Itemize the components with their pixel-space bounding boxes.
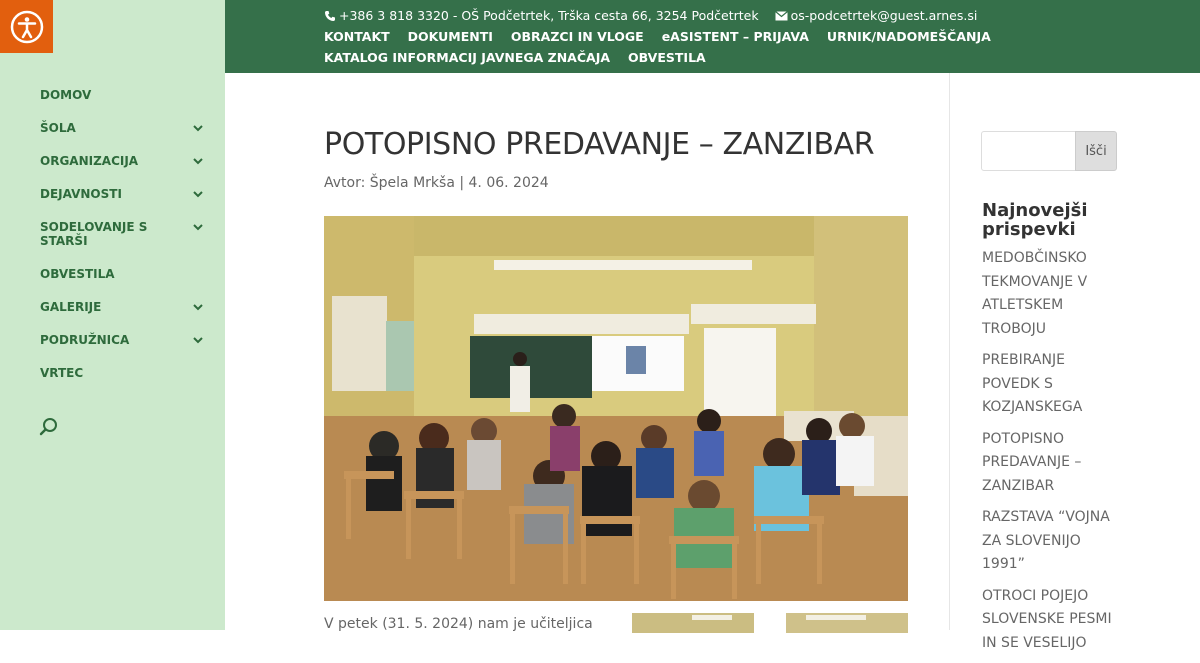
- email-link[interactable]: os-podcetrtek@guest.arnes.si: [790, 8, 978, 23]
- sidebar-item-vrtec[interactable]: [40, 366, 205, 380]
- post-featured-image[interactable]: [324, 216, 908, 601]
- top-header: [225, 0, 1200, 73]
- sidebar-item-podruznica[interactable]: [40, 333, 205, 347]
- search-button[interactable]: Išči: [1075, 131, 1117, 171]
- sidebar-item-sola[interactable]: [40, 121, 205, 135]
- top-nav-easistent[interactable]: eASISTENT – PRIJAVA: [661, 29, 809, 44]
- column-divider: [949, 73, 950, 630]
- top-nav-kontakt[interactable]: KONTAKT: [324, 29, 390, 44]
- list-item[interactable]: RAZSTAVA “VOJNA ZA SLOVENIJO 1991”: [982, 509, 1110, 572]
- top-nav-row-2: [324, 50, 724, 65]
- recent-posts-list: [982, 247, 1122, 663]
- top-nav-row-1: [324, 29, 1009, 44]
- chevron-down-icon[interactable]: [191, 187, 205, 201]
- sidebar-item-label: ŠOLA: [40, 121, 76, 135]
- post-title: POTOPISNO PREDAVANJE – ZANZIBAR: [324, 127, 875, 162]
- sidebar-item-label: GALERIJE: [40, 300, 102, 314]
- phone-text[interactable]: +386 3 818 3320 - OŠ Podčetrtek, Trška cesta 66, 3254 Podčetrtek: [339, 8, 759, 23]
- top-nav-dokumenti[interactable]: DOKUMENTI: [407, 29, 493, 44]
- list-item[interactable]: PREBIRANJE POVEDK S KOZJANSKEGA: [982, 352, 1083, 415]
- list-item[interactable]: POTOPISNO PREDAVANJE – ZANZIBAR: [982, 430, 1082, 494]
- sidebar-item-label: OBVESTILA: [40, 267, 115, 281]
- sidebar-item-label: PODRUŽNICA: [40, 333, 130, 347]
- main-nav: [40, 88, 205, 399]
- top-nav-obvestila[interactable]: OBVESTILA: [628, 50, 706, 65]
- accessibility-icon: [10, 10, 44, 44]
- sidebar-item-label: VRTEC: [40, 366, 84, 380]
- accessibility-button[interactable]: [0, 0, 53, 53]
- sidebar-item-label: SODELOVANJE S STARŠI: [40, 220, 148, 248]
- gallery-thumbnail[interactable]: [632, 613, 754, 633]
- sidebar-item-label: DOMOV: [40, 88, 92, 102]
- search-icon[interactable]: [38, 416, 60, 438]
- top-nav-obrazci[interactable]: OBRAZCI IN VLOGE: [510, 29, 644, 44]
- sidebar-item-sodelovanje[interactable]: [40, 220, 205, 248]
- sidebar-item-domov[interactable]: [40, 88, 205, 102]
- chevron-down-icon[interactable]: [191, 300, 205, 314]
- list-item[interactable]: MEDOBČINSKO TEKMOVANJE V ATLETSKEM TROBOJU: [982, 250, 1088, 337]
- post-meta: Avtor: Špela Mrkša | 4. 06. 2024: [324, 175, 549, 191]
- sidebar-item-organizacija[interactable]: [40, 154, 205, 168]
- chevron-down-icon[interactable]: [191, 333, 205, 347]
- sidebar-item-obvestila[interactable]: [40, 267, 205, 281]
- phone-icon: [324, 10, 336, 22]
- sidebar-item-label: ORGANIZACIJA: [40, 154, 139, 168]
- search-input[interactable]: [981, 131, 1076, 171]
- sidebar: [0, 0, 225, 630]
- gallery-thumbnail-image: [786, 613, 908, 633]
- chevron-down-icon[interactable]: [191, 220, 205, 234]
- sidebar-item-galerije[interactable]: [40, 300, 205, 314]
- recent-posts-title: Najnovejši prispevki: [982, 200, 1088, 240]
- classroom-photo: [324, 216, 908, 601]
- sidebar-item-dejavnosti[interactable]: [40, 187, 205, 201]
- gallery-thumbnail-image: [632, 613, 754, 633]
- contact-info: [324, 8, 977, 23]
- envelope-icon: [775, 11, 788, 21]
- gallery-thumbnail[interactable]: [786, 613, 908, 633]
- top-nav-katalog[interactable]: KATALOG INFORMACIJ JAVNEGA ZNAČAJA: [324, 50, 611, 65]
- chevron-down-icon[interactable]: [191, 121, 205, 135]
- chevron-down-icon[interactable]: [191, 154, 205, 168]
- list-item[interactable]: OTROCI POJEJO SLOVENSKE PESMI IN SE VESELIJO: [982, 587, 1112, 651]
- post-excerpt: V petek (31. 5. 2024) nam je učiteljica: [324, 616, 593, 632]
- top-nav-urnik[interactable]: URNIK/NADOMEŠČANJA: [826, 29, 991, 44]
- sidebar-item-label: DEJAVNOSTI: [40, 187, 122, 201]
